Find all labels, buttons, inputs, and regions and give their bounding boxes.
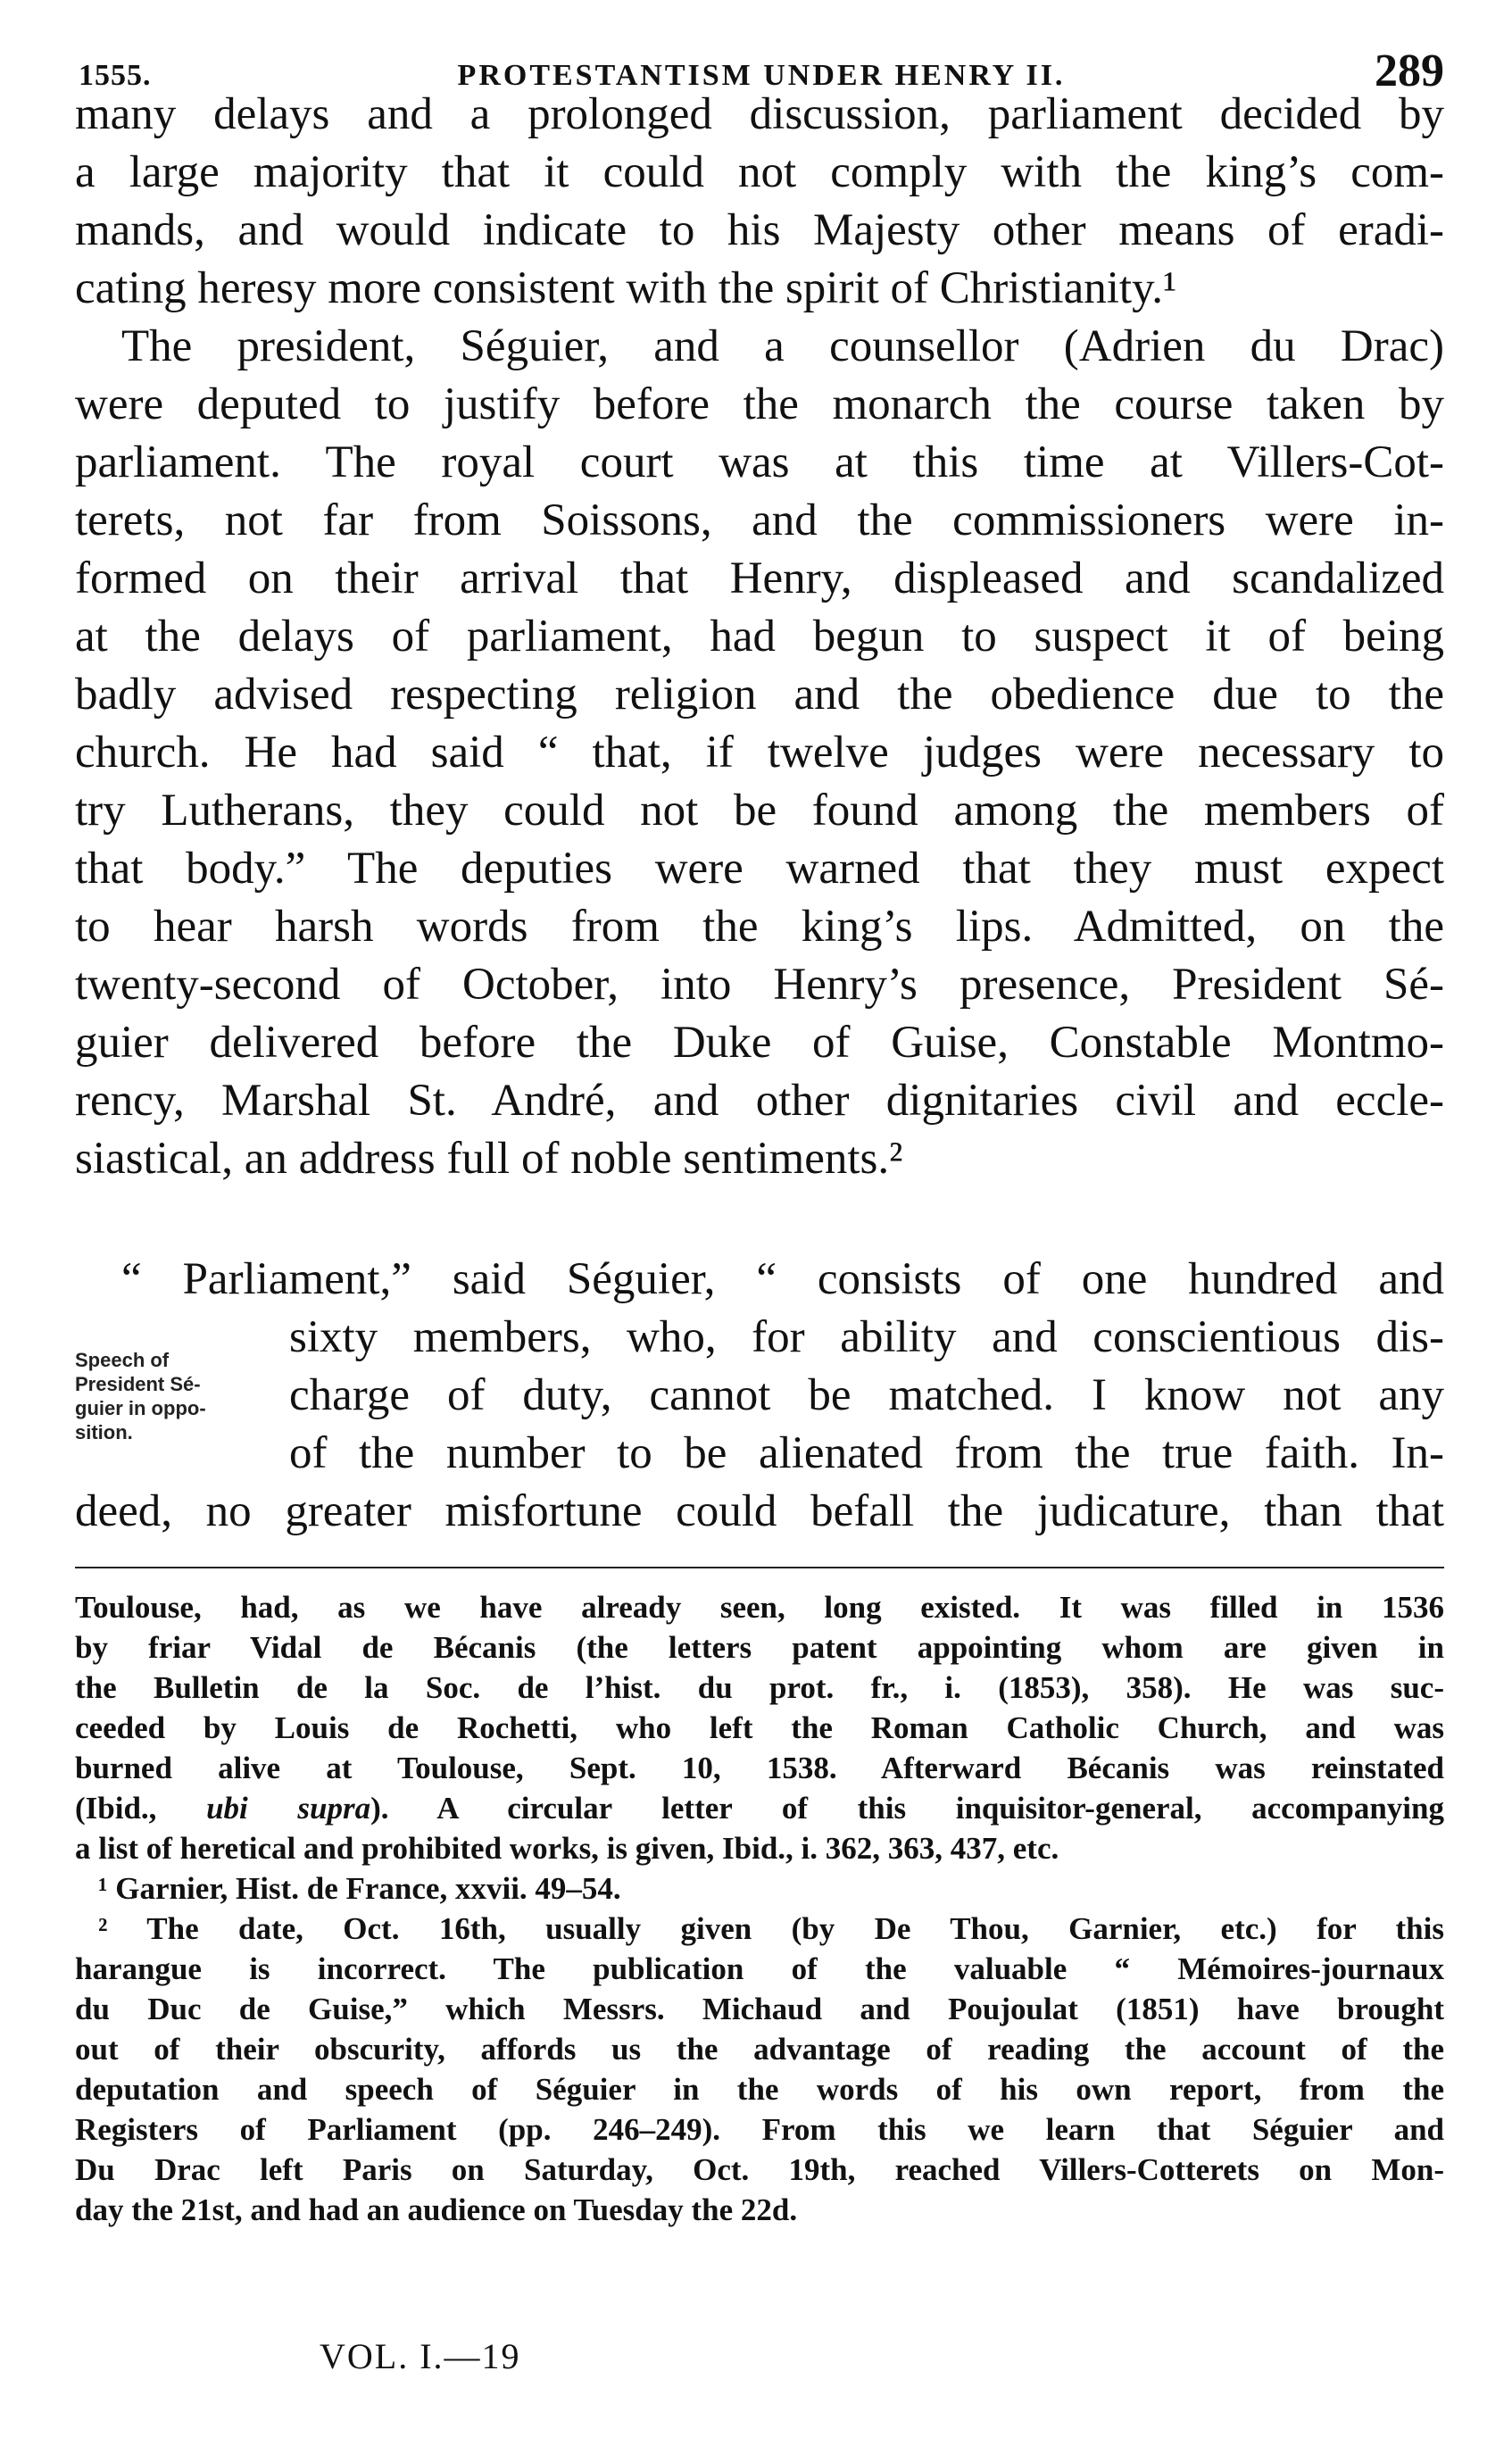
footnote-2-line: ² The date, Oct. 16th, usually given (by De Thou, Garnier, etc.) for this bbox=[98, 1911, 1444, 1946]
paragraph-3 bbox=[75, 1251, 1444, 1541]
footnote-line: a list of heretical and prohibited works, is given, Ibid., i. 362, 363, 437, etc. bbox=[75, 1831, 1059, 1866]
text-line: formed on their arrival that Henry, displeased and scandalized bbox=[75, 553, 1444, 603]
footnote-line: burned alive at Toulouse, Sept. 10, 1538. Afterward Bécanis was reinstated bbox=[75, 1751, 1444, 1785]
footnote-2-line: Registers of Parliament (pp. 246–249). From this we learn that Séguier and bbox=[75, 2112, 1444, 2147]
text-line: cating heresy more consistent with the spirit of Christianity.¹ bbox=[75, 263, 1177, 313]
paragraph-1 bbox=[75, 86, 1444, 318]
footnote-1: ¹ Garnier, Hist. de France, xxvii. 49–54. bbox=[98, 1871, 621, 1906]
text-line: The president, Séguier, and a counsellor (Adrien du Drac) bbox=[121, 321, 1444, 371]
text-line: church. He had said “ that, if twelve judges were necessary to bbox=[75, 728, 1444, 778]
marginal-note-line: Speech of bbox=[75, 1349, 170, 1371]
text-line: “ Parliament,” said Séguier, “ consists of one hundred and bbox=[121, 1254, 1444, 1304]
text-line: that body.” The deputies were warned that they must expect bbox=[75, 844, 1444, 894]
text-line: terets, not far from Soissons, and the commissioners were in- bbox=[75, 495, 1444, 545]
text-line: of the number to be alienated from the true faith. In- bbox=[289, 1428, 1444, 1478]
text-line: to hear harsh words from the king’s lips. Admitted, on the bbox=[75, 902, 1444, 952]
header-title: PROTESTANTISM UNDER HENRY II. bbox=[457, 59, 1066, 92]
marginal-note-line: sition. bbox=[75, 1421, 133, 1443]
footnote-2-line: harangue is incorrect. The publication of the valuable “ Mémoires-journaux bbox=[75, 1951, 1444, 1986]
footnote-line: by friar Vidal de Bécanis (the letters patent appointing whom are given in bbox=[75, 1630, 1444, 1665]
text-line: were deputed to justify before the monarch the course taken by bbox=[75, 379, 1444, 429]
text-line: mands, and would indicate to his Majesty other means of eradi- bbox=[75, 205, 1444, 255]
footnote-line: the Bulletin de la Soc. de l’hist. du prot. fr., i. (1853), 358). He was suc- bbox=[75, 1670, 1444, 1705]
text-line: try Lutherans, they could not be found among the members of bbox=[75, 786, 1444, 836]
footnote-divider bbox=[75, 1567, 1444, 1568]
text-line: guier delivered before the Duke of Guise, Constable Montmo- bbox=[75, 1018, 1444, 1068]
footnote-text: ). A circular letter of this inquisitor-general, accompanying bbox=[370, 1791, 1444, 1826]
text-line: at the delays of parliament, had begun to suspect it of being bbox=[75, 611, 1444, 661]
header-year: 1555. bbox=[79, 59, 152, 92]
marginal-note bbox=[75, 1348, 253, 1444]
text-line: rency, Marshal St. André, and other dignitaries civil and eccle- bbox=[75, 1076, 1444, 1126]
paragraph-2 bbox=[75, 318, 1444, 1188]
footnote-italic: ubi supra bbox=[206, 1791, 371, 1826]
footnotes bbox=[75, 1587, 1444, 2230]
marginal-note-line: guier in oppo- bbox=[75, 1397, 206, 1419]
footnote-2-line: du Duc de Guise,” which Messrs. Michaud and Poujoulat (1851) have brought bbox=[75, 1992, 1444, 2026]
text-line: sixty members, who, for ability and conscientious dis- bbox=[289, 1312, 1444, 1362]
text-line: many delays and a prolonged discussion, parliament decided by bbox=[75, 89, 1444, 139]
footnote-line: ceeded by Louis de Rochetti, who left the Roman Catholic Church, and was bbox=[75, 1710, 1444, 1745]
text-line: twenty-second of October, into Henry’s presence, President Sé- bbox=[75, 960, 1444, 1010]
footnote-2-line: out of their obscurity, affords us the advantage of reading the account of the bbox=[75, 2032, 1444, 2067]
footnote-2-line: Du Drac left Paris on Saturday, Oct. 19th, reached Villers-Cotterets on Mon- bbox=[75, 2152, 1444, 2187]
text-line: badly advised respecting religion and the obedience due to the bbox=[75, 670, 1444, 720]
text-line: deed, no greater misfortune could befall the judicature, than that bbox=[75, 1486, 1444, 1536]
text-line: a large majority that it could not comply with the king’s com- bbox=[75, 147, 1444, 197]
footnote-2-line: day the 21st, and had an audience on Tuesday the 22d. bbox=[75, 2192, 798, 2227]
volume-signature: VOL. I.—19 bbox=[320, 2336, 521, 2376]
text-line: charge of duty, cannot be matched. I know not any bbox=[289, 1370, 1444, 1420]
footnote-line: Toulouse, had, as we have already seen, long existed. It was filled in 1536 bbox=[75, 1590, 1444, 1625]
footnote-2-line: deputation and speech of Séguier in the words of his own report, from the bbox=[75, 2072, 1444, 2107]
marginal-note-line: President Sé- bbox=[75, 1373, 201, 1395]
footnote-text: (Ibid., bbox=[75, 1791, 207, 1826]
text-line: siastical, an address full of noble sentiments.² bbox=[75, 1134, 903, 1184]
footnote-line bbox=[75, 1788, 1444, 1828]
page-number: 289 bbox=[1375, 46, 1444, 96]
text-line: parliament. The royal court was at this time at Villers-Cot- bbox=[75, 437, 1444, 487]
